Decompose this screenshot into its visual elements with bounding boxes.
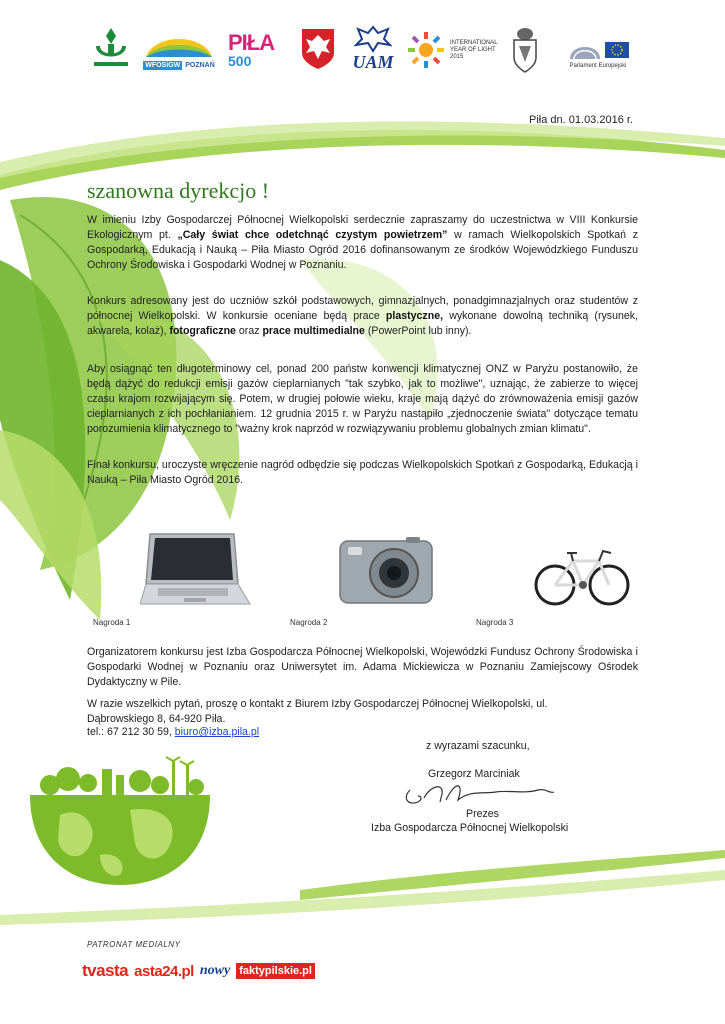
uam-logo <box>350 20 396 74</box>
paragraph-contact: W razie wszelkich pytań, proszę o kontakt z Biurem Izby Gospodarczej Północnej Wielkopolski, ul. Dąbrowskiego 8, 64-920 Piła. <box>87 698 548 725</box>
paragraph-climate: Aby osiągnąć ten długoterminowy cel, ponad 200 państw konwencji klimatycznej ONZ w Paryżu postanowiło, że będą dążyć do redukcji emisji gazów cieplarnianych "tak szybko, jak to możliwe", uznając, że zabierze to więcej czasu krajom rozwijającym się. Potem, w drugiej połowie wieku, kraje mają dążyć do zrównoważenia emisji gazów cieplarnianych z ich pochłanianiem. 12 grudnia 2015 r. w Paryżu nastąpiło „zjednoczenie świata" dotyczące tematu porozumienia klimatycznego to "ważny krok naprzód w rozwiązywaniu problemu globalnych zmian klimatu". <box>87 363 638 435</box>
signer-name: Grzegorz Marciniak <box>428 768 520 780</box>
audience-text-b: wykonane dowolną techniką (rysunek, akwarela, kolaż), <box>87 310 638 337</box>
pila-coat-of-arms <box>508 22 542 76</box>
eu-flag-icon <box>605 42 629 58</box>
email-link[interactable]: biuro@izba.pila.pl <box>174 726 260 738</box>
wfosigw-logo <box>142 26 216 72</box>
wfosigw-logo-text: WFOŚiGW <box>145 61 181 69</box>
category-multimedia: prace multimedialne <box>262 325 365 337</box>
paragraph-audience <box>87 294 638 339</box>
category-plastic: plastyczne, <box>385 310 444 322</box>
pila500-logo-subtext: 500 <box>228 53 252 69</box>
wfosigw-logo-subtext: POZNAŃ <box>185 61 215 69</box>
paragraph-organizer: Organizatorem konkursu jest Izba Gospodarcza Północnej Wielkopolski, Wojewódzki Fundusz Ochrony Środowiska i Gospodarki Wodnej w Poznaniu oraz Uniwersytet im. Adama Mickiewicza w Poznaniu Zamiejscowy Ośrodek Dydaktyczny w Pile. <box>87 646 638 688</box>
prize-1-label: Nagroda 1 <box>93 618 131 627</box>
closing-text: z wyrazami szacunku, <box>426 740 530 752</box>
izba-logo <box>90 24 132 70</box>
pila500-logo-text: PIŁA <box>228 30 275 55</box>
european-parliament-logo <box>560 32 636 76</box>
uam-eagle-icon <box>354 23 392 53</box>
signature-scribble-icon <box>400 776 560 810</box>
invitation-text-a: W imieniu Izby Gospodarczej Północnej Wielkopolski serdecznie zapraszamy do uczestnictwa w VIII Konkursie Ekologicznym pt. <box>87 214 638 241</box>
prize-laptop-image <box>140 530 252 612</box>
contest-title: „Cały świat chce odetchnąć czystym powietrzem” <box>177 229 448 241</box>
category-photo: fotograficzne <box>169 325 236 337</box>
izba-logo-graphic <box>90 24 132 70</box>
prize-bicycle-image <box>533 543 631 607</box>
pila500-logo <box>228 28 286 72</box>
tygodnik-nowy-logo: nowy <box>199 963 231 978</box>
parliament-building-icon <box>568 39 602 61</box>
paragraph-invitation <box>87 213 638 273</box>
asta24-logo: asta24.pl <box>134 962 194 980</box>
media-patronage-label: PATRONAT MEDIALNY <box>87 940 181 949</box>
eco-globe-illustration <box>20 755 220 885</box>
european-parliament-text: Parlament Europejski <box>569 62 627 69</box>
wfosigw-logo-graphic <box>144 29 214 59</box>
audience-text-c: oraz <box>235 325 263 337</box>
paragraph-final: Finał konkursu, uroczyste wręczenie nagród odbędzie się podczas Wielkopolskich Spotkań z Gospodarką, Edukacją i Nauką – Piła Miasto Ogród 2016. <box>87 459 638 486</box>
phone-number: tel.: 67 212 30 59, <box>87 726 175 738</box>
wielkopolska-coat-of-arms <box>298 26 338 72</box>
audience-text-d: (PowerPoint lub inny). <box>364 325 472 337</box>
eagle-shield-icon <box>300 27 336 71</box>
media-logos <box>82 958 362 984</box>
contact-line <box>87 725 638 740</box>
audience-text-a: Konkurs adresowany jest do uczniów szkół podstawowych, gimnazjalnych, ponadgimnazjalnych oraz studentów z północnej Wielkopolski. W konkursie oceniane będą prace <box>87 295 638 322</box>
tvasta-logo: tvasta <box>82 961 129 980</box>
prize-camera-image <box>338 535 436 609</box>
prize-3-label: Nagroda 3 <box>476 618 514 627</box>
signer-title: Prezes <box>466 808 499 820</box>
letter-date: Piła dn. 01.03.2016 r. <box>529 114 633 126</box>
sun-icon <box>406 30 446 70</box>
handwritten-signature <box>400 776 560 810</box>
faktypilskie-logo: faktypilskie.pl <box>236 963 315 979</box>
prize-2-label: Nagroda 2 <box>290 618 328 627</box>
crest-icon <box>510 24 540 74</box>
partner-logos <box>0 18 725 88</box>
uam-logo-text: UAM <box>352 52 394 72</box>
year-of-light-logo <box>406 28 502 72</box>
year-of-light-text: INTERNATIONAL YEAR OF LIGHT 2015 <box>450 39 498 60</box>
signer-organization: Izba Gospodarcza Północnej Wielkopolski <box>371 822 569 834</box>
greeting-heading: szanowna dyrekcjo ! <box>87 178 270 203</box>
invitation-text-b: w ramach Wielkopolskich Spotkań z Gospodarką, Edukacją i Nauką – Piła Miasto Ogród 2016 dofinansowanym ze środków Wojewódzkiego Funduszu Ochrony Środowiska i Gospodarki Wodnej w Poznaniu. <box>87 229 638 271</box>
